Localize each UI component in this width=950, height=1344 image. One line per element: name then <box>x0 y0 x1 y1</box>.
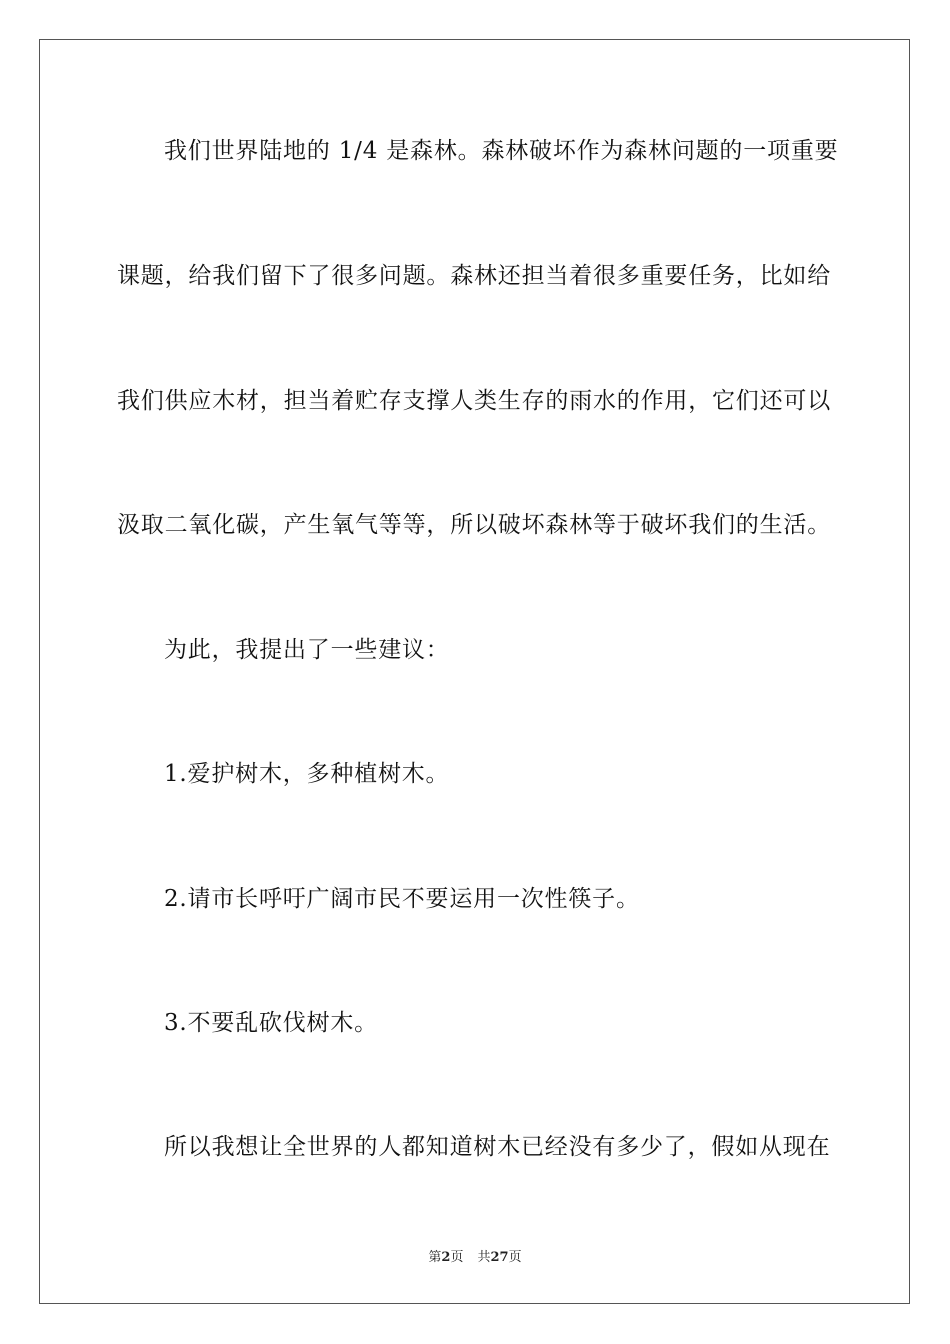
line-text: 课题，给我们留下了很多问题。森林还担当着很多重要任务，比如给 <box>117 263 831 289</box>
page-suffix: 页 <box>450 1250 464 1265</box>
page-number: 2 <box>441 1250 451 1265</box>
paragraph-line-3 <box>0 386 950 416</box>
page-border <box>39 39 910 1304</box>
line-text: 1.爱护树木，多种植树木。 <box>164 761 450 787</box>
page-footer <box>0 1246 950 1265</box>
total-suffix: 页 <box>508 1250 522 1265</box>
line-text: 为此，我提出了一些建议： <box>164 637 450 663</box>
paragraph-line-1 <box>0 136 950 166</box>
suggestion-item-3 <box>0 1008 950 1038</box>
paragraph-line-2 <box>0 261 950 291</box>
total-pages: 27 <box>490 1250 509 1265</box>
paragraph-line-4 <box>0 510 950 540</box>
closing-paragraph-line <box>0 1132 950 1162</box>
line-text: 所以我想让全世界的人都知道树木已经没有多少了，假如从现在 <box>164 1134 831 1160</box>
line-text: 汲取二氧化碳，产生氧气等等，所以破坏森林等于破坏我们的生活。 <box>117 512 831 538</box>
suggestion-item-2 <box>0 884 950 914</box>
line-text: 我们世界陆地的 1/4 是森林。森林破坏作为森林问题的一项重要 <box>164 138 839 164</box>
page-prefix: 第 <box>428 1250 442 1265</box>
total-prefix: 共 <box>477 1250 491 1265</box>
line-text: 3.不要乱砍伐树木。 <box>164 1010 378 1036</box>
suggestion-intro <box>0 635 950 665</box>
line-text: 2.请市长呼吁广阔市民不要运用一次性筷子。 <box>164 886 640 912</box>
line-text: 我们供应木材，担当着贮存支撑人类生存的雨水的作用，它们还可以 <box>117 388 831 414</box>
suggestion-item-1 <box>0 759 950 789</box>
